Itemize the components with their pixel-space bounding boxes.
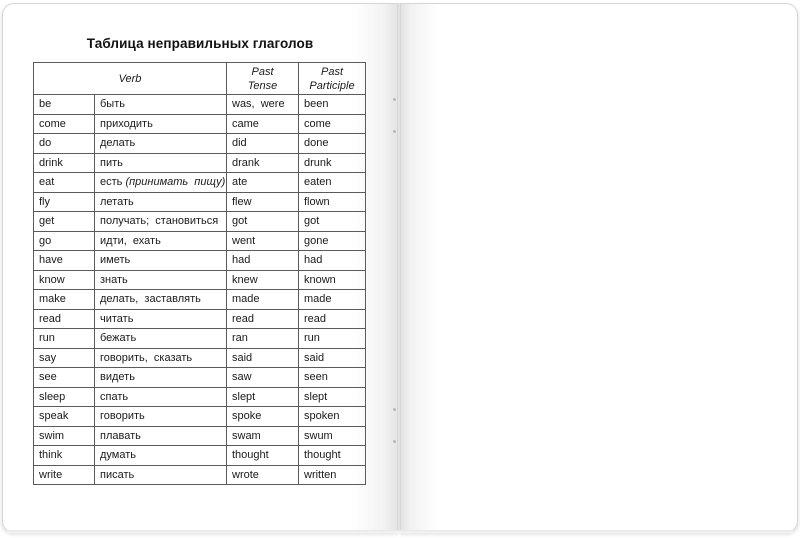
verb-translation-note: (принимать пищу)	[125, 176, 226, 189]
verb-translation-cell	[95, 426, 227, 446]
verb-translation: получать; становиться	[100, 215, 219, 228]
verb-translation-cell	[95, 212, 227, 232]
verb-infinitive: speak	[34, 407, 95, 427]
verb-translation-cell	[95, 290, 227, 310]
verb-infinitive: do	[34, 134, 95, 154]
verb-infinitive: have	[34, 251, 95, 271]
verb-infinitive: read	[34, 309, 95, 329]
verb-infinitive: eat	[34, 173, 95, 193]
table-body	[34, 95, 366, 485]
binding-hole	[393, 130, 396, 133]
verb-translation-cell	[95, 348, 227, 368]
verb-past-tense: thought	[227, 446, 299, 466]
verb-translation: спать	[100, 390, 129, 403]
verb-translation: писать	[100, 468, 135, 481]
verb-translation: говорить, сказать	[100, 351, 193, 364]
verb-translation-cell	[95, 368, 227, 388]
verb-infinitive: run	[34, 329, 95, 349]
verb-translation-cell	[95, 192, 227, 212]
verb-past-tense: spoke	[227, 407, 299, 427]
header-past-participle-line2: Participle	[309, 79, 355, 92]
verb-translation: быть	[100, 98, 125, 111]
header-past-tense-line1: Past	[251, 65, 274, 78]
verb-infinitive: see	[34, 368, 95, 388]
verb-past-tense: wrote	[227, 465, 299, 485]
verb-past-participle: flown	[299, 192, 366, 212]
table-row	[34, 348, 366, 368]
verb-translation: знать	[100, 273, 128, 286]
verb-translation: делать	[100, 137, 136, 150]
binding-hole	[393, 98, 396, 101]
verb-translation-cell	[95, 95, 227, 115]
verb-translation-cell	[95, 114, 227, 134]
verb-infinitive: get	[34, 212, 95, 232]
table-row	[34, 426, 366, 446]
verb-past-tense: ate	[227, 173, 299, 193]
verb-translation-cell	[95, 134, 227, 154]
page-stack-edge	[6, 530, 794, 533]
verb-past-participle: drunk	[299, 153, 366, 173]
verb-infinitive: drink	[34, 153, 95, 173]
header-past-tense	[227, 63, 299, 95]
table-row	[34, 407, 366, 427]
verb-past-tense: read	[227, 309, 299, 329]
verb-infinitive: fly	[34, 192, 95, 212]
verb-past-tense: came	[227, 114, 299, 134]
verb-translation: есть	[100, 176, 126, 189]
verb-infinitive: write	[34, 465, 95, 485]
verb-translation: иметь	[100, 254, 131, 267]
verb-translation-cell	[95, 309, 227, 329]
verb-translation-cell	[95, 329, 227, 349]
verb-translation: идти, ехать	[100, 234, 161, 247]
verb-past-tense: made	[227, 290, 299, 310]
verb-translation-cell	[95, 446, 227, 466]
verb-translation: думать	[100, 449, 137, 462]
verb-past-tense: slept	[227, 387, 299, 407]
table-row	[34, 153, 366, 173]
verb-past-participle: been	[299, 95, 366, 115]
table-row	[34, 95, 366, 115]
verb-past-participle: made	[299, 290, 366, 310]
verb-past-participle: done	[299, 134, 366, 154]
verb-past-participle: slept	[299, 387, 366, 407]
verb-past-tense: said	[227, 348, 299, 368]
verb-translation: летать	[100, 195, 134, 208]
verb-past-participle: spoken	[299, 407, 366, 427]
verb-past-tense: flew	[227, 192, 299, 212]
verb-past-participle: come	[299, 114, 366, 134]
verb-past-participle: known	[299, 270, 366, 290]
table-row	[34, 465, 366, 485]
verb-infinitive: swim	[34, 426, 95, 446]
verb-translation: плавать	[100, 429, 141, 442]
verb-translation-cell	[95, 465, 227, 485]
verb-past-tense: knew	[227, 270, 299, 290]
verb-translation: делать, заставлять	[100, 293, 201, 306]
verb-translation: бежать	[100, 332, 137, 345]
verb-past-participle: said	[299, 348, 366, 368]
verb-past-participle: eaten	[299, 173, 366, 193]
table-row	[34, 270, 366, 290]
verb-past-tense: drank	[227, 153, 299, 173]
table-row	[34, 114, 366, 134]
verb-infinitive: come	[34, 114, 95, 134]
verb-past-tense: ran	[227, 329, 299, 349]
verb-translation-cell	[95, 387, 227, 407]
verb-past-tense: swam	[227, 426, 299, 446]
table-row	[34, 309, 366, 329]
verb-translation-cell	[95, 153, 227, 173]
table-row	[34, 387, 366, 407]
header-past-participle	[299, 63, 366, 95]
header-past-participle-line1: Past	[320, 65, 343, 78]
table-row	[34, 231, 366, 251]
table-header-row	[34, 63, 366, 95]
verb-past-participle: had	[299, 251, 366, 271]
table-row	[34, 212, 366, 232]
verb-past-participle: run	[299, 329, 366, 349]
table-row	[34, 290, 366, 310]
table-row	[34, 134, 366, 154]
verb-past-participle: thought	[299, 446, 366, 466]
verb-past-tense: got	[227, 212, 299, 232]
binding-hole	[393, 408, 396, 411]
table-row	[34, 192, 366, 212]
table-row	[34, 251, 366, 271]
verb-past-participle: seen	[299, 368, 366, 388]
verb-translation: говорить	[100, 410, 145, 423]
verb-past-tense: went	[227, 231, 299, 251]
verb-infinitive: know	[34, 270, 95, 290]
verb-past-participle: written	[299, 465, 366, 485]
book-spine	[397, 3, 401, 531]
verb-infinitive: think	[34, 446, 95, 466]
header-past-tense-line2: Tense	[247, 79, 278, 92]
verb-past-tense: did	[227, 134, 299, 154]
verb-past-participle: got	[299, 212, 366, 232]
verb-translation-cell	[95, 173, 227, 193]
verb-past-tense: had	[227, 251, 299, 271]
header-verb: Verb	[34, 63, 227, 95]
verb-past-participle: swum	[299, 426, 366, 446]
verb-past-participle: gone	[299, 231, 366, 251]
verb-translation: пить	[100, 156, 123, 169]
verb-translation-cell	[95, 270, 227, 290]
verb-infinitive: make	[34, 290, 95, 310]
verb-past-participle: read	[299, 309, 366, 329]
verb-translation: видеть	[100, 371, 135, 384]
verb-translation: читать	[100, 312, 134, 325]
verb-infinitive: go	[34, 231, 95, 251]
verb-translation-cell	[95, 407, 227, 427]
verb-infinitive: be	[34, 95, 95, 115]
table-row	[34, 446, 366, 466]
page-title: Таблица неправильных глаголов	[86, 36, 314, 51]
irregular-verbs-table	[33, 62, 366, 485]
table-row	[34, 329, 366, 349]
verb-infinitive: sleep	[34, 387, 95, 407]
binding-hole	[393, 440, 396, 443]
verb-translation-cell	[95, 231, 227, 251]
verb-past-tense: saw	[227, 368, 299, 388]
verb-past-tense: was, were	[227, 95, 299, 115]
verb-translation-cell	[95, 251, 227, 271]
right-page-blank	[399, 3, 798, 533]
table-row	[34, 368, 366, 388]
table-row	[34, 173, 366, 193]
verb-infinitive: say	[34, 348, 95, 368]
verb-translation: приходить	[100, 117, 153, 130]
